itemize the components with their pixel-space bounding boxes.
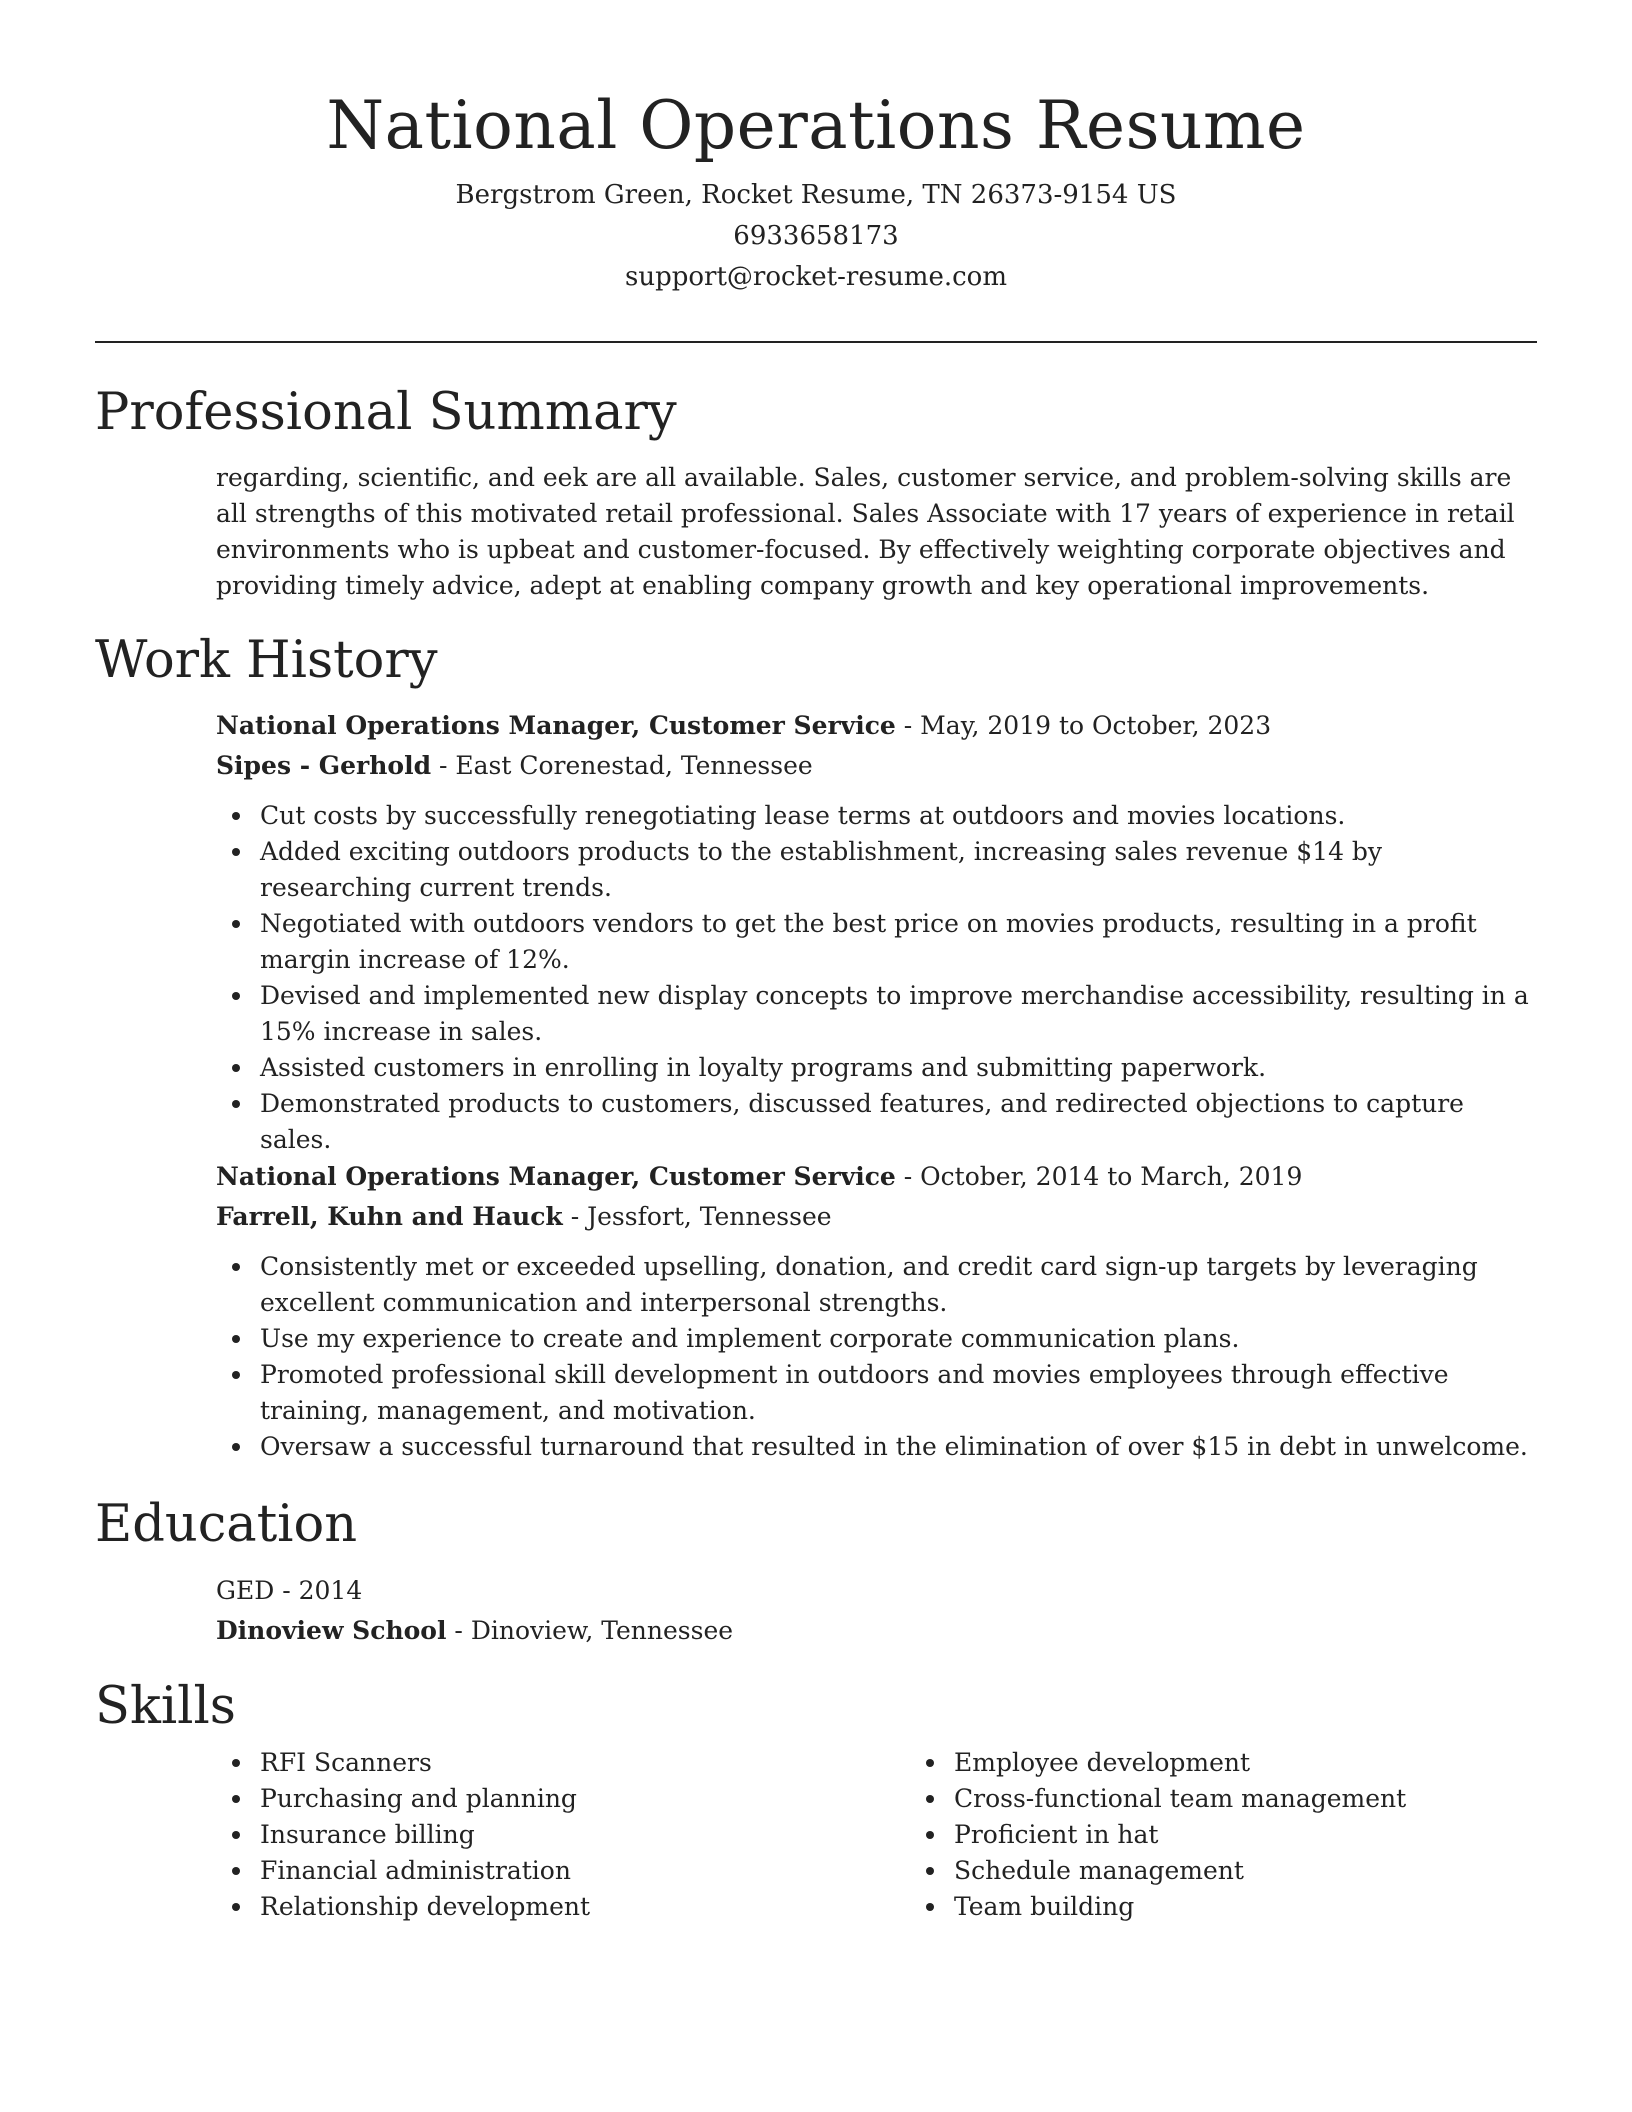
header-divider (95, 341, 1537, 343)
list-item: Employee development (954, 1745, 1406, 1781)
list-item: Promoted professional skill development in outdoors and movies employees through effective training, management, and motivation. (260, 1357, 1536, 1429)
job-entry-1 (216, 706, 1536, 1158)
job-employer: Farrell, Kuhn and Hauck (216, 1202, 563, 1231)
job-employer-line (216, 746, 1536, 786)
job-dates: - May, 2019 to October, 2023 (895, 711, 1272, 740)
job-bullets (216, 798, 1536, 1158)
summary-heading: Professional Summary (95, 383, 677, 442)
contact-address: Bergstrom Green, Rocket Resume, TN 26373-9154 US (455, 180, 1177, 210)
job-title-line (216, 706, 1536, 746)
skills-columns (216, 1745, 1536, 1925)
education-heading: Education (95, 1495, 358, 1554)
education-school-line (216, 1611, 1536, 1651)
list-item: Relationship development (260, 1889, 910, 1925)
skills-section (216, 1745, 1536, 1925)
job-location: - East Corenestad, Tennessee (431, 751, 813, 780)
job-title: National Operations Manager, Customer Service (216, 1162, 896, 1191)
job-employer-line (216, 1197, 1536, 1237)
list-item: Schedule management (954, 1853, 1406, 1889)
education-location: - Dinoview, Tennessee (446, 1616, 734, 1645)
list-item: Devised and implemented new display concepts to improve merchandise accessibility, resulting in a 15% increase in sales. (260, 978, 1536, 1050)
list-item: Team building (954, 1889, 1406, 1925)
contact-phone: 6933658173 (733, 221, 899, 251)
education-entry (216, 1571, 1536, 1651)
list-item: Insurance billing (260, 1817, 910, 1853)
list-item: Negotiated with outdoors vendors to get the best price on movies products, resulting in a profit margin increase of 12%. (260, 906, 1536, 978)
job-title-line (216, 1157, 1536, 1197)
job-title: National Operations Manager, Customer Service (216, 711, 896, 740)
list-item: Cut costs by successfully renegotiating lease terms at outdoors and movies locations. (260, 798, 1536, 834)
list-item: Oversaw a successful turnaround that resulted in the elimination of over $15 in debt in unwelcome. (260, 1429, 1536, 1465)
list-item: Proficient in hat (954, 1817, 1406, 1853)
resume-name: National Operations Resume (326, 87, 1306, 164)
job-employer: Sipes - Gerhold (216, 751, 432, 780)
work-history-heading: Work History (95, 631, 438, 690)
summary-section (216, 460, 1536, 604)
list-item: RFI Scanners (260, 1745, 910, 1781)
list-item: Consistently met or exceeded upselling, donation, and credit card sign-up targets by leveraging excellent communication and interpersonal strengths. (260, 1249, 1536, 1321)
summary-text: regarding, scientific, and eek are all available. Sales, customer service, and problem-solving skills are all strengths of this motivated retail professional. Sales Associate with 17 years of experience in retail environments who is upbeat and customer-focused. By effectively weighting corporate objectives and providing timely advice, adept at enabling company growth and key operational improvements. (216, 463, 1515, 600)
job-dates: - October, 2014 to March, 2019 (895, 1162, 1303, 1191)
list-item: Purchasing and planning (260, 1781, 910, 1817)
job-location: - Jessfort, Tennessee (562, 1202, 832, 1231)
job-entry-2 (216, 1157, 1536, 1465)
contact-email: support@rocket-resume.com (624, 262, 1007, 292)
skills-list-left (216, 1745, 910, 1925)
list-item: Use my experience to create and implement corporate communication plans. (260, 1321, 1536, 1357)
list-item: Financial administration (260, 1853, 910, 1889)
list-item: Added exciting outdoors products to the establishment, increasing sales revenue $14 by researching current trends. (260, 834, 1536, 906)
list-item: Cross-functional team management (954, 1781, 1406, 1817)
education-school: Dinoview School (216, 1616, 447, 1645)
skills-heading: Skills (95, 1677, 236, 1736)
job-bullets (216, 1249, 1536, 1465)
education-degree: GED - 2014 (216, 1576, 363, 1605)
skills-list-right (910, 1745, 1406, 1925)
list-item: Demonstrated products to customers, discussed features, and redirected objections to capture sales. (260, 1086, 1536, 1158)
list-item: Assisted customers in enrolling in loyalty programs and submitting paperwork. (260, 1050, 1536, 1086)
resume-header (0, 78, 1632, 297)
